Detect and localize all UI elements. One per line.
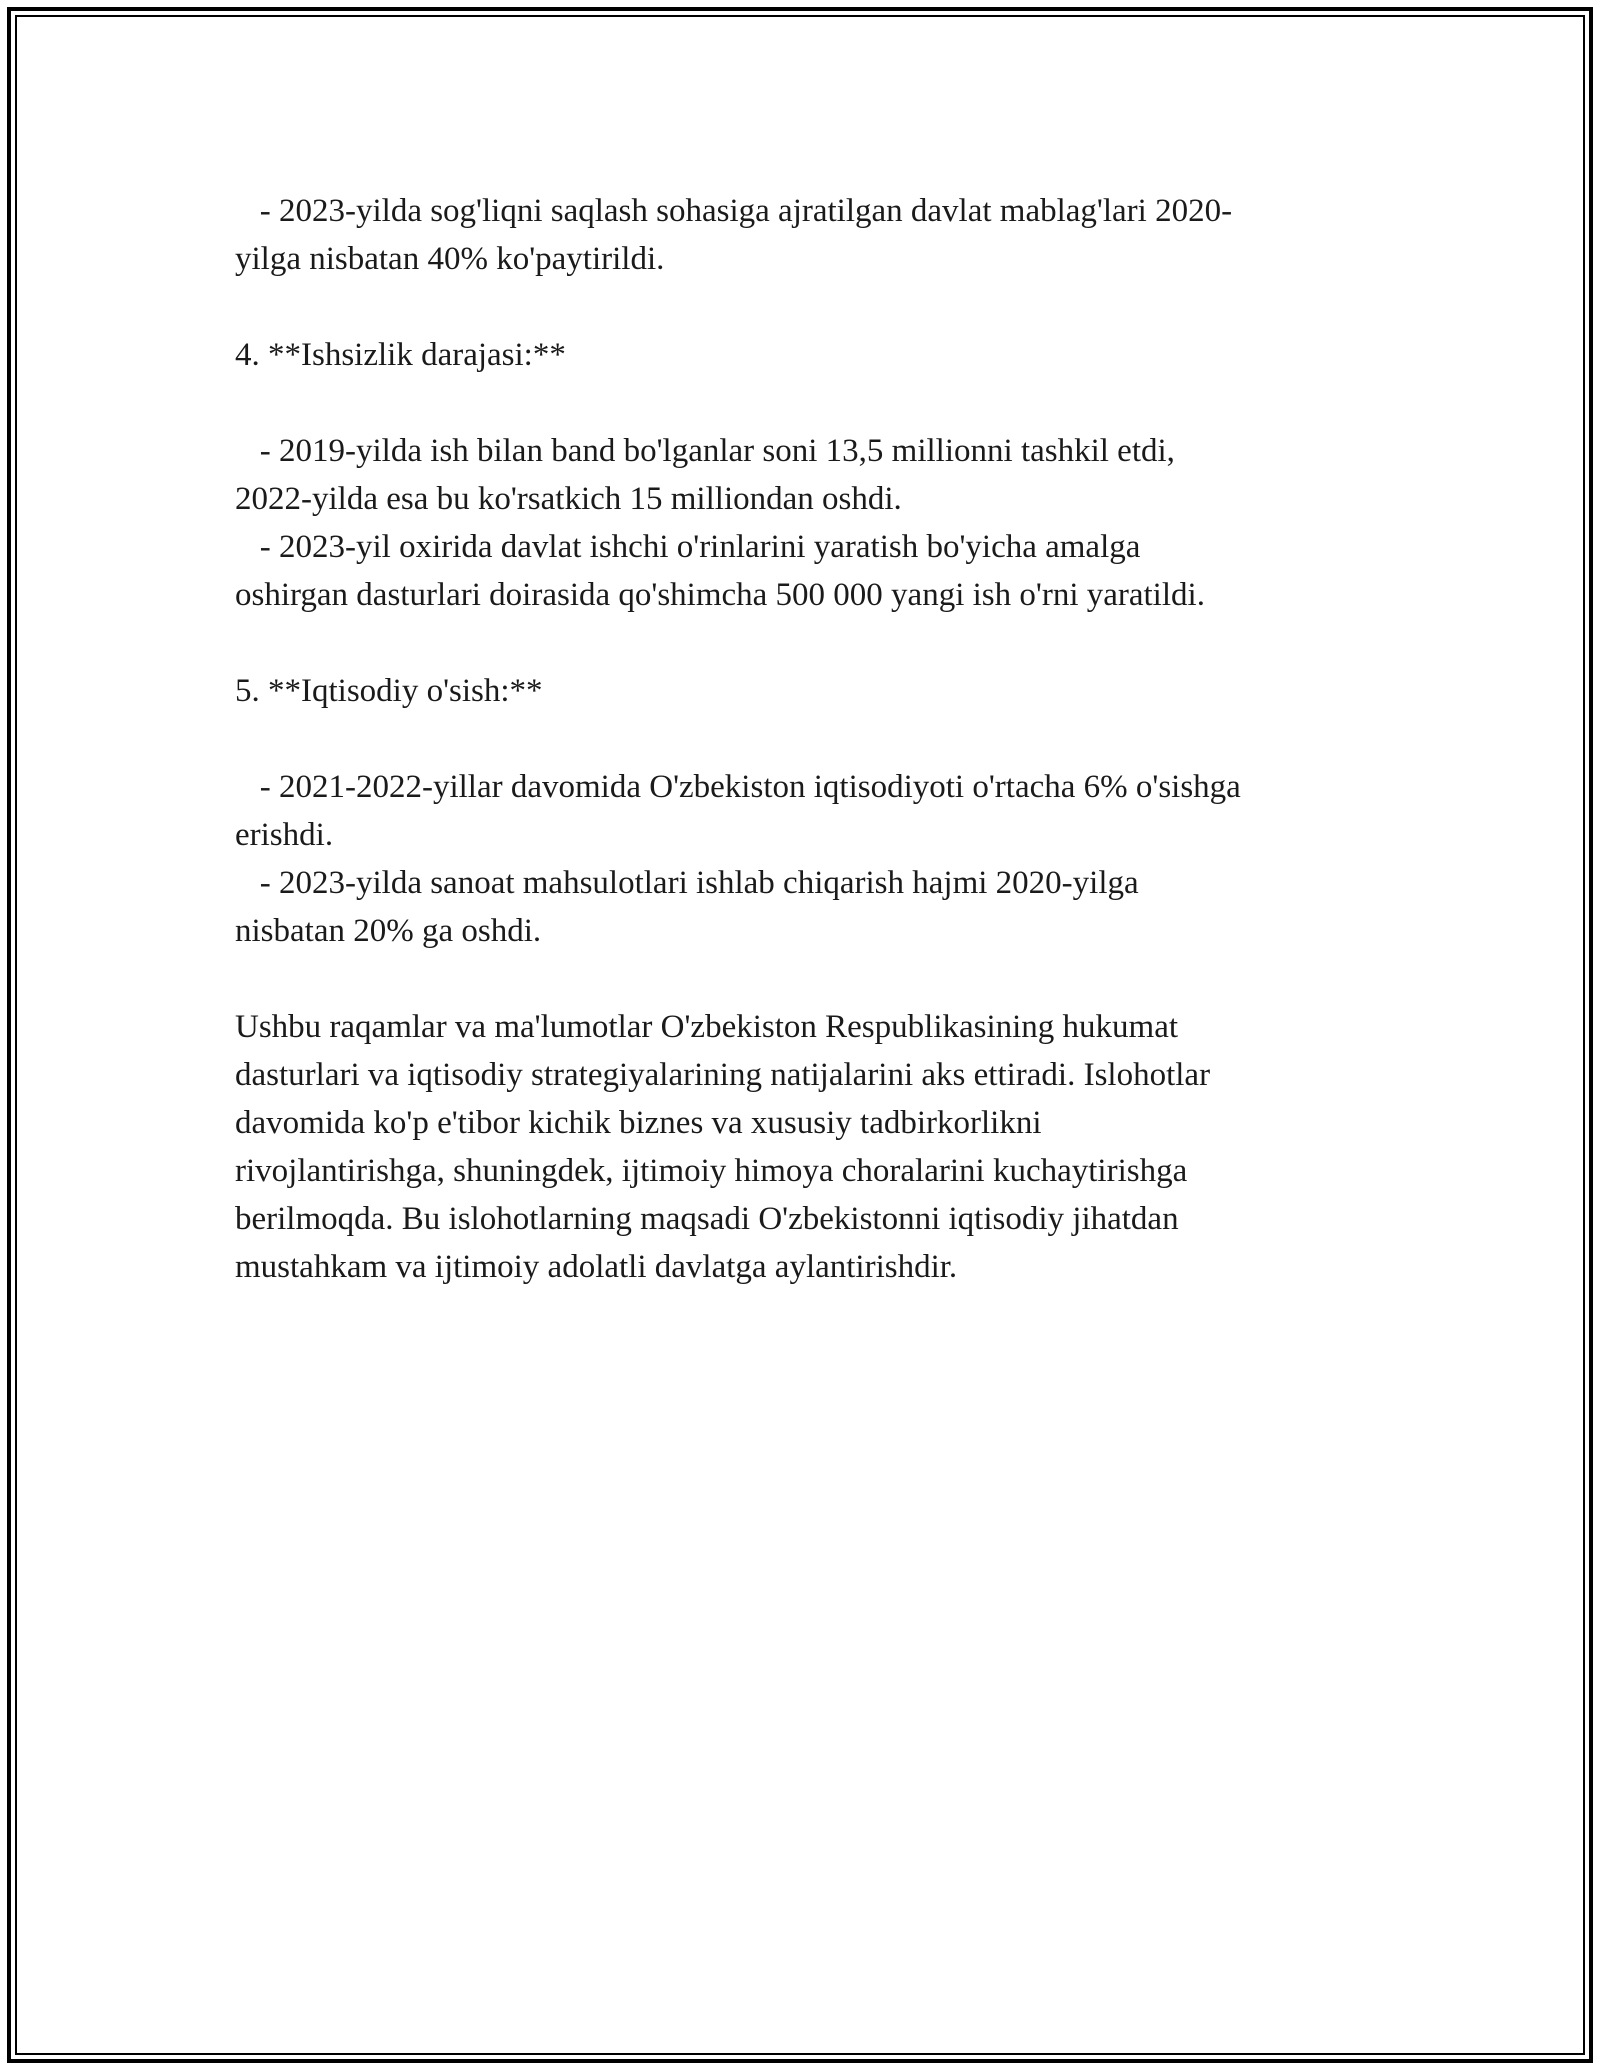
blank-line (235, 283, 1370, 331)
text-line: - 2023-yilda sanoat mahsulotlari ishlab chiqarish hajmi 2020-yilga (235, 865, 1139, 901)
text-line: erishdi. (235, 817, 334, 853)
text-line: - 2021-2022-yillar davomida O'zbekiston iqtisodiyoti o'rtacha 6% o'sishga (235, 769, 1241, 805)
text-line: oshirgan dasturlari doirasida qo'shimcha 500 000 yangi ish o'rni yaratildi. (235, 577, 1205, 613)
text-line: Ushbu raqamlar va ma'lumotlar O'zbekiston Respublikasining hukumat (235, 1009, 1179, 1045)
section-heading: 5. **Iqtisodiy o'sish:** (235, 673, 543, 709)
text-line: davomida ko'p e'tibor kichik biznes va xususiy tadbirkorlikni (235, 1105, 1042, 1141)
blank-line (235, 619, 1370, 667)
document-body (235, 187, 1370, 1291)
text-line: berilmoqda. Bu islohotlarning maqsadi O'zbekistonni iqtisodiy jihatdan (235, 1201, 1179, 1237)
text-line: dasturlari va iqtisodiy strategiyalarining natijalarini aks ettiradi. Islohotlar (235, 1057, 1211, 1093)
text-line: - 2023-yilda sog'liqni saqlash sohasiga ajratilgan davlat mablag'lari 2020- (235, 193, 1233, 229)
text-line: rivojlantirishga, shuningdek, ijtimoiy himoya choralarini kuchaytirishga (235, 1153, 1188, 1189)
text-line: - 2023-yil oxirida davlat ishchi o'rinlarini yaratish bo'yicha amalga (235, 529, 1141, 565)
text-line: - 2019-yilda ish bilan band bo'lganlar soni 13,5 millionni tashkil etdi, (235, 433, 1175, 469)
text-line: nisbatan 20% ga oshdi. (235, 913, 542, 949)
text-line: 2022-yilda esa bu ko'rsatkich 15 milliondan oshdi. (235, 481, 902, 517)
section-heading: 4. **Ishsizlik darajasi:** (235, 337, 566, 373)
text-line: yilga nisbatan 40% ko'paytirildi. (235, 241, 665, 277)
blank-line (235, 379, 1370, 427)
blank-line (235, 955, 1370, 1003)
blank-line (235, 715, 1370, 763)
text-line: mustahkam va ijtimoiy adolatli davlatga aylantirishdir. (235, 1249, 958, 1285)
